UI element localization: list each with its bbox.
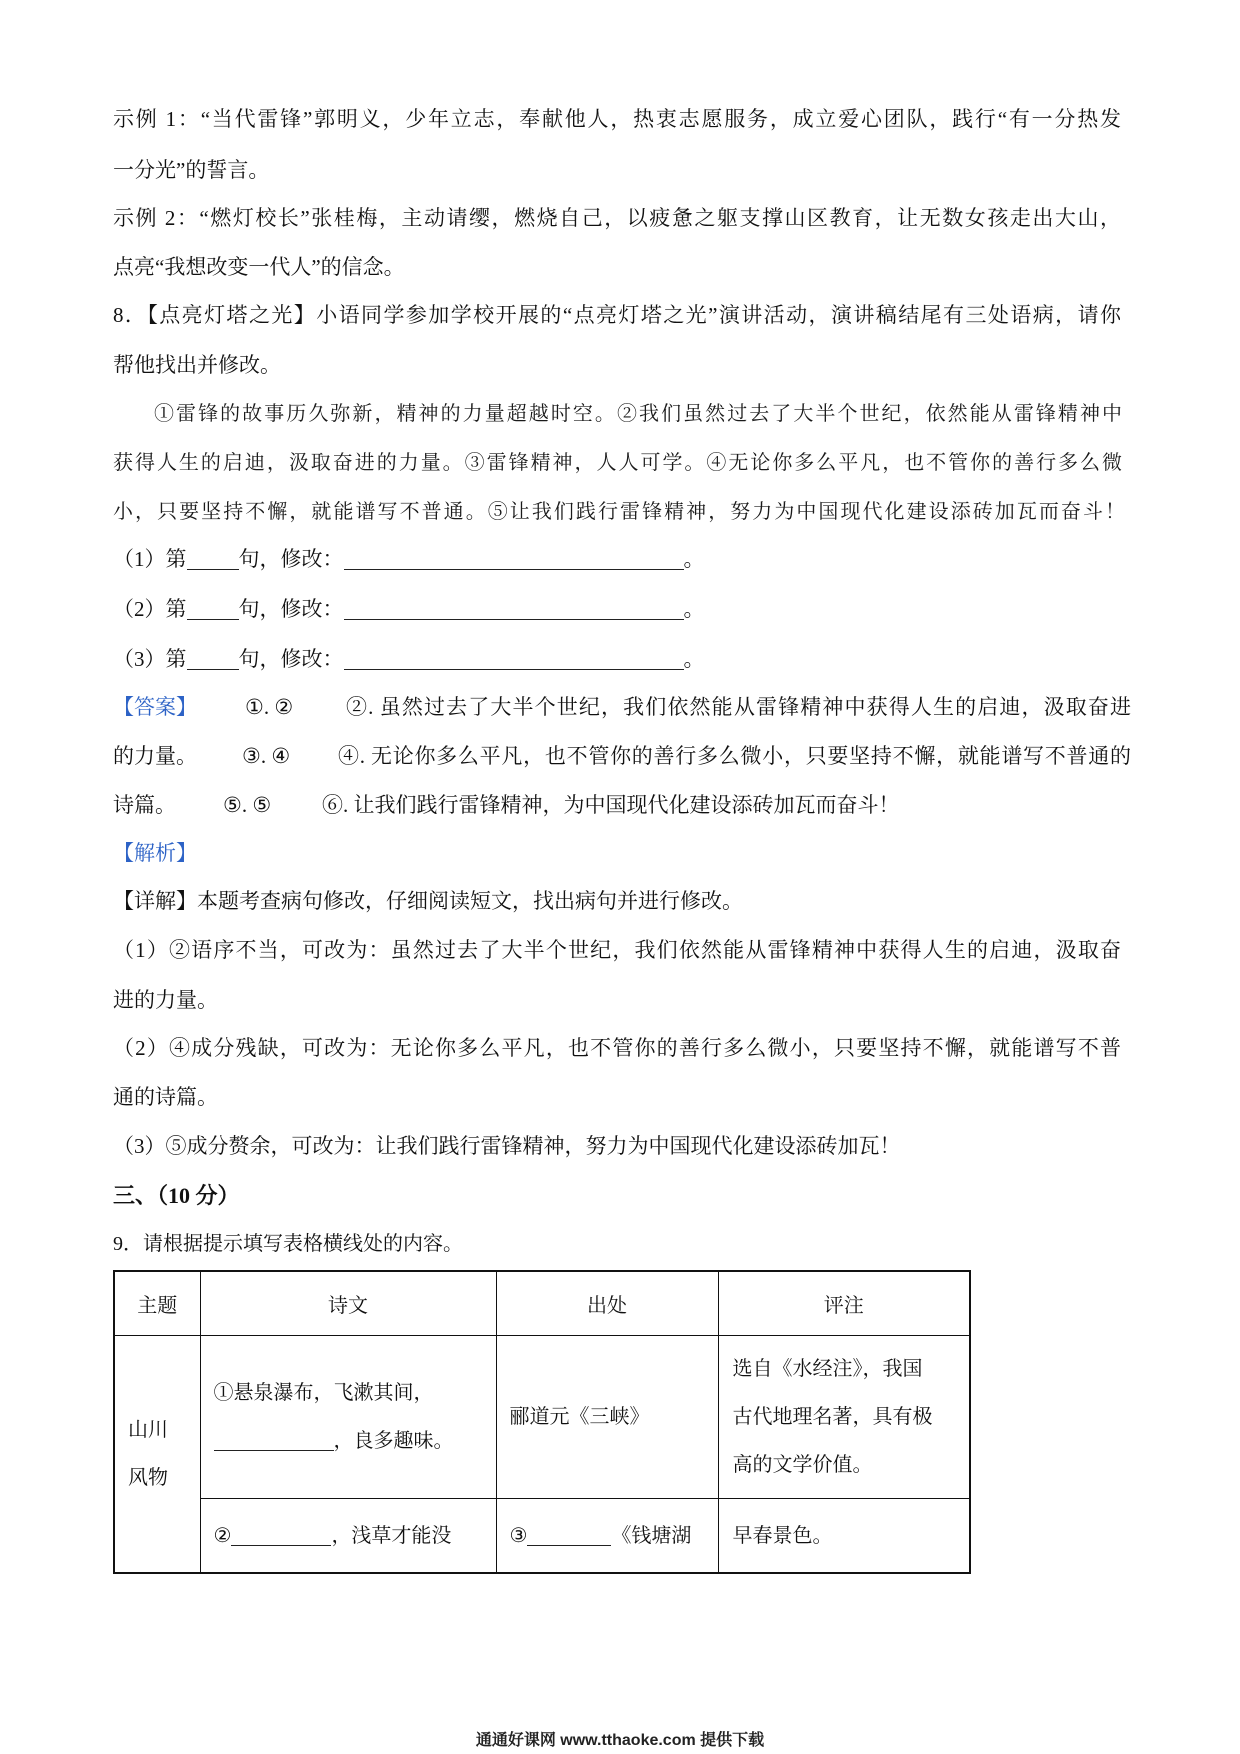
detail-text: 本题考查病句修改，仔细阅读短文，找出病句并进行修改。: [197, 889, 743, 913]
poem-line-rest: ，良多趣味。: [333, 1430, 454, 1452]
source-blank: [527, 1544, 611, 1546]
analysis-tag: 【解析】: [113, 841, 197, 865]
answer-continuation: 诗篇。: [113, 793, 176, 817]
q8-fill-line-2: [113, 594, 705, 624]
analysis-line-1: （1）②语序不当，可改为：虽然过去了大半个世纪，我们依然能从雷锋精神中获得人生的启迪，汲取奋: [113, 938, 1121, 962]
header-source: 出处: [496, 1271, 718, 1336]
poem-line-with-blank: [214, 1512, 496, 1560]
analysis-line-5: （3）⑤成分赘余，可改为：让我们践行雷锋精神，努力为中国现代化建设添砖加瓦！: [113, 1134, 901, 1158]
source-text: 郦道元《三峡》: [509, 1406, 650, 1428]
note-cell: [718, 1499, 970, 1574]
poem-cell: [200, 1336, 496, 1499]
note-line: 选自《水经注》，我国: [732, 1358, 923, 1380]
analysis-line-2: 进的力量。: [113, 988, 218, 1012]
answer-item: ①. ②: [245, 695, 294, 719]
page-footer: 通通好课网 www.tthaoke.com 提供下载: [475, 1732, 765, 1749]
note-line: 高的文学价值。: [732, 1454, 873, 1476]
fill-suffix: 。: [683, 547, 705, 571]
analysis-line-3: （2）④成分残缺，可改为：无论你多么平凡，也不管你的善行多么微小，只要坚持不懈，就能谱写不普: [113, 1036, 1121, 1060]
example-1-line-1: 示例 1：“当代雷锋”郭明义，少年立志，奉献他人，热衷志愿服务，成立爱心团队，践行“有一分热发: [113, 107, 1121, 131]
q8-stem-line-2: 帮他找出并修改。: [113, 353, 281, 377]
answer-continuation: 的力量。: [113, 744, 197, 768]
q8-stem-line-1: 8．【点亮灯塔之光】小语同学参加学校开展的“点亮灯塔之光”演讲活动，演讲稿结尾有三处语病，请你: [113, 303, 1121, 327]
q8-fill-line-3: [113, 644, 705, 674]
q8-passage-line-1: ①雷锋的故事历久弥新，精神的力量超越时空。②我们虽然过去了大半个世纪，依然能从雷锋精神中: [154, 401, 1122, 425]
poem-marker: ②: [213, 1524, 232, 1547]
source-cell: [496, 1336, 718, 1499]
revision-blank: [344, 568, 684, 570]
poem-blank: [231, 1544, 331, 1546]
sentence-number-blank: [187, 618, 239, 620]
answer-item: ③. ④: [242, 744, 291, 768]
section-heading: 三、（10 分）: [113, 1183, 240, 1208]
sentence-number-blank: [187, 568, 239, 570]
fill-suffix: 。: [683, 647, 705, 671]
source-rest: 《钱塘湖: [611, 1524, 692, 1547]
fill-middle: 句，修改：: [238, 647, 344, 671]
note-cell: [718, 1336, 970, 1499]
fill-prefix: （3）第: [113, 647, 187, 671]
fill-middle: 句，修改：: [238, 597, 344, 621]
fill-prefix: （2）第: [113, 597, 187, 621]
poetry-table: [113, 1270, 971, 1574]
revision-blank: [344, 618, 684, 620]
sentence-number-blank: [187, 668, 239, 670]
fill-middle: 句，修改：: [238, 547, 344, 571]
detail-tag: 【详解】: [113, 889, 197, 913]
example-2-line-2: 点亮“我想改变一代人”的信念。: [113, 255, 405, 279]
q8-passage-line-2: 获得人生的启迪，汲取奋进的力量。③雷锋精神，人人可学。④无论你多么平凡，也不管你的善行多么微: [113, 450, 1122, 474]
revision-blank: [344, 668, 684, 670]
table-row: [114, 1499, 970, 1574]
table-header-row: [114, 1271, 970, 1336]
source-marker: ③: [509, 1524, 528, 1547]
header-theme: 主题: [114, 1271, 200, 1336]
analysis-line-4: 通的诗篇。: [113, 1085, 218, 1109]
source-line-with-blank: [510, 1512, 718, 1560]
source-cell: [496, 1499, 718, 1574]
header-poem: 诗文: [200, 1271, 496, 1336]
answer-item: ⑤. ⑤: [223, 793, 272, 817]
answer-tag: 【答案】: [113, 695, 197, 719]
q8-passage-line-3: 小，只要坚持不懈，就能谱写不普通。⑤让我们践行雷锋精神，努力为中国现代化建设添砖加瓦而奋斗！: [113, 499, 1125, 523]
table-row: [114, 1336, 970, 1499]
answer-item: ⑥. 让我们践行雷锋精神，为中国现代化建设添砖加瓦而奋斗！: [322, 793, 900, 817]
note-line: 古代地理名著，具有极: [732, 1406, 933, 1428]
q9-stem: 9．请根据提示填写表格横线处的内容。: [113, 1233, 463, 1255]
header-note: 评注: [718, 1271, 970, 1336]
example-1-line-2: 一分光”的誓言。: [113, 158, 270, 182]
poem-cell: [200, 1499, 496, 1574]
note-line: 早春景色。: [732, 1524, 833, 1547]
answer-item: ④. 无论你多么平凡，也不管你的善行多么微小，只要坚持不懈，就能谱写不普通的: [338, 744, 1131, 768]
poem-line-with-blank: [214, 1417, 496, 1465]
poem-line: ①悬泉瀑布，飞漱其间，: [213, 1382, 434, 1404]
q8-fill-line-1: [113, 544, 705, 574]
fill-prefix: （1）第: [113, 547, 187, 571]
theme-cell: [114, 1336, 200, 1574]
answer-item: ②. 虽然过去了大半个世纪，我们依然能从雷锋精神中获得人生的启迪，汲取奋进: [346, 695, 1131, 719]
poem-line-rest: ，浅草才能没: [331, 1524, 452, 1547]
poem-blank: [214, 1449, 334, 1451]
example-2-line-1: 示例 2：“燃灯校长”张桂梅，主动请缨，燃烧自己，以疲惫之躯支撑山区教育，让无数女孩走出大山，: [113, 206, 1121, 230]
theme-line: 山川: [128, 1419, 168, 1441]
theme-line: 风物: [128, 1467, 168, 1489]
fill-suffix: 。: [683, 597, 705, 621]
detail-line: [113, 886, 743, 916]
